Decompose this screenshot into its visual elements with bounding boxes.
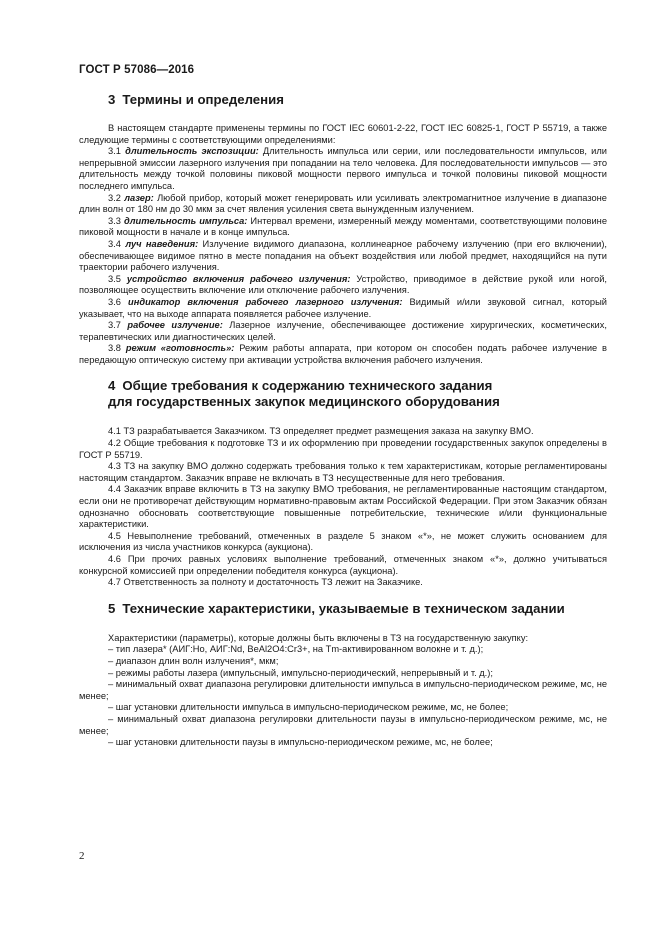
list-item: – тип лазера* (АИГ:Ho, АИГ:Nd, BeAl2O4:Cr3+, на Tm-активированном волокне и т. д.); — [108, 644, 484, 655]
definition-item — [79, 239, 607, 274]
list-item: – минимальный охват диапазона регулировки длительности импульса в импульсно-периодическом режиме, мс, не менее; — [79, 679, 607, 701]
definition-item — [79, 297, 607, 320]
list-item: – минимальный охват диапазона регулировки длительности паузы в импульсно-периодическом режиме, мс, не менее; — [79, 713, 607, 736]
section-5-intro: Характеристики (параметры), которые должны быть включены в ТЗ на государственную закупку: — [108, 632, 529, 643]
defined-term: длительность импульса: — [123, 215, 248, 226]
definition-item — [79, 146, 607, 192]
definition-text: Излучение видимого диапазона, коллинеарное рабочему излучению (при его включении), обеспечивающее видимое пятно в месте попадания на объект воздействия или любой предмет, находящийся на пути траектории рабочего излучения. — [79, 238, 608, 273]
list-item: – шаг установки длительности паузы в импульсно-периодическом режиме, мс, не более; — [108, 737, 493, 748]
item-number: 3.6 — [108, 296, 121, 307]
section-title-line-2: для государственных закупок медицинского оборудования — [108, 394, 500, 410]
definition-item — [79, 274, 607, 297]
item-text: Ответственность за полноту и достаточность ТЗ лежит на Заказчике. — [123, 577, 423, 588]
defined-term: индикатор включения рабочего лазерного излучения: — [128, 296, 403, 307]
section-title: Термины и определения — [122, 92, 284, 107]
list-item: – шаг установки длительности импульса в импульсно-периодическом режиме, мс, не более; — [108, 702, 509, 713]
item-number: 3.5 — [108, 273, 121, 284]
section-title-line-1: Общие требования к содержанию технического задания — [122, 378, 493, 394]
item-text: Заказчик вправе включить в ТЗ на закупку ВМО требования, не регламентированные настоящим стандартом, если они не противоречат действующим нормативно-правовым актам Российской Федерации. При этом Заказчик обязан однозначно обосновать соответствующие повышенные потребительские, технические и/или функциональные характеристики. — [79, 484, 607, 530]
section-title: Технические характеристики, указываемые в техническом задании — [122, 600, 565, 616]
definition-text: Лазерное излучение, обеспечивающее достижение хирургических, косметических, терапевтических или диагностических целей. — [79, 320, 607, 342]
definition-item — [79, 320, 607, 343]
item-number: 3.7 — [108, 320, 121, 331]
definition-text: Устройство, приводимое в действие рукой или ногой, позволяющее осуществить включение или отключение рабочего излучения. — [79, 273, 607, 296]
requirement-item — [79, 531, 607, 554]
page-number: 2 — [79, 850, 85, 862]
item-text: ТЗ разрабатывается Заказчиком. ТЗ определяет предмет размещения заказа на закупку ВМО. — [123, 426, 534, 437]
list-item: – диапазон длин волн излучения*, мкм; — [108, 655, 279, 666]
requirement-item — [79, 484, 607, 530]
item-number: 4.4 — [108, 484, 121, 495]
section-number: 3 — [108, 92, 116, 107]
definition-text: Режим работы аппарата, при котором он способен подать рабочее излучение в передающую оптическую систему при активации устройства включения рабочего излучения. — [79, 343, 607, 365]
item-number: 4.3 — [108, 461, 121, 472]
defined-term: устройство включения рабочего излучения: — [126, 273, 351, 284]
section-3-heading — [79, 92, 607, 108]
item-number: 4.2 — [108, 438, 121, 449]
section-4-heading — [79, 378, 607, 410]
defined-term: рабочее излучение: — [127, 320, 223, 331]
item-number: 3.4 — [108, 238, 121, 249]
definition-item — [79, 193, 607, 216]
item-text: Общие требования к подготовке ТЗ и их оформлению при проведении государственных закупок определены в ГОСТ Р 55719. — [79, 438, 607, 460]
item-number: 3.1 — [108, 146, 121, 157]
running-header: ГОСТ Р 57086—2016 — [79, 64, 195, 76]
defined-term: длительность экспозиции: — [125, 146, 259, 157]
requirement-item — [79, 577, 607, 589]
definition-item — [79, 216, 607, 239]
section-5-heading — [79, 601, 607, 617]
item-text: При прочих равных условиях выполнение требований, отмеченных знаком «*», должно учитываться конкурсной комиссией при определении победителя конкурса (аукциона). — [79, 554, 607, 576]
requirement-item — [79, 426, 607, 438]
item-text: Невыполнение требований, отмеченных в разделе 5 знаком «*», не может служить основанием для исключения из числа участников конкурса (аукциона). — [79, 530, 607, 553]
defined-term: лазер: — [124, 192, 154, 203]
definition-text: Длительность импульса или серии, или последовательности импульсов, или непрерывной эмиссии лазерного излучения при попадании на тело человека. Для последовательности импульсов — это длительность между точкой половины пиковой мощности первого импульса и точкой половины пиковой мощности последнего импульса. — [79, 146, 607, 191]
item-number: 3.2 — [108, 192, 121, 203]
list-item: – режимы работы лазера (импульсный, импульсно-периодический, непрерывный и т. д.); — [108, 667, 493, 678]
section-3-intro: В настоящем стандарте применены термины по ГОСТ IEC 60601-2-22, ГОСТ IEC 60825-1, ГОСТ Р 55719, а также следующие термины с соответствующими определениями: — [79, 123, 607, 145]
section-number: 4 — [108, 378, 116, 394]
requirement-item — [79, 438, 607, 461]
definition-text: Видимый и/или звуковой сигнал, который указывает, что на выходе аппарата появляется рабочее излучение. — [79, 296, 607, 319]
defined-term: режим «готовность»: — [125, 343, 235, 354]
requirement-item — [79, 461, 607, 484]
item-text: ТЗ на закупку ВМО должно содержать требования только к тем характеристикам, которые регламентированы настоящим стандартом. Заказчик вправе не включать в ТЗ несущественные для него требования. — [79, 461, 607, 483]
definition-text: Любой прибор, который может генерировать или усиливать электромагнитное излучение в диапазоне длин волн от 180 нм до 30 мкм за счет явления усиления света вынужденным излучением. — [79, 192, 607, 215]
item-number: 4.5 — [108, 530, 121, 541]
requirement-item — [79, 554, 607, 577]
item-number: 4.7 — [108, 577, 121, 588]
item-number: 4.6 — [108, 554, 121, 564]
defined-term: луч наведения: — [125, 238, 199, 249]
definition-text: Интервал времени, измеренный между моментами, соответствующими половине пиковой мощности в начале и в конце импульса. — [79, 215, 607, 238]
section-number: 5 — [108, 600, 116, 616]
definition-item — [79, 343, 607, 366]
item-number: 3.8 — [108, 343, 121, 354]
item-number: 4.1 — [108, 426, 121, 437]
item-number: 3.3 — [108, 215, 121, 226]
page-body — [79, 92, 607, 749]
